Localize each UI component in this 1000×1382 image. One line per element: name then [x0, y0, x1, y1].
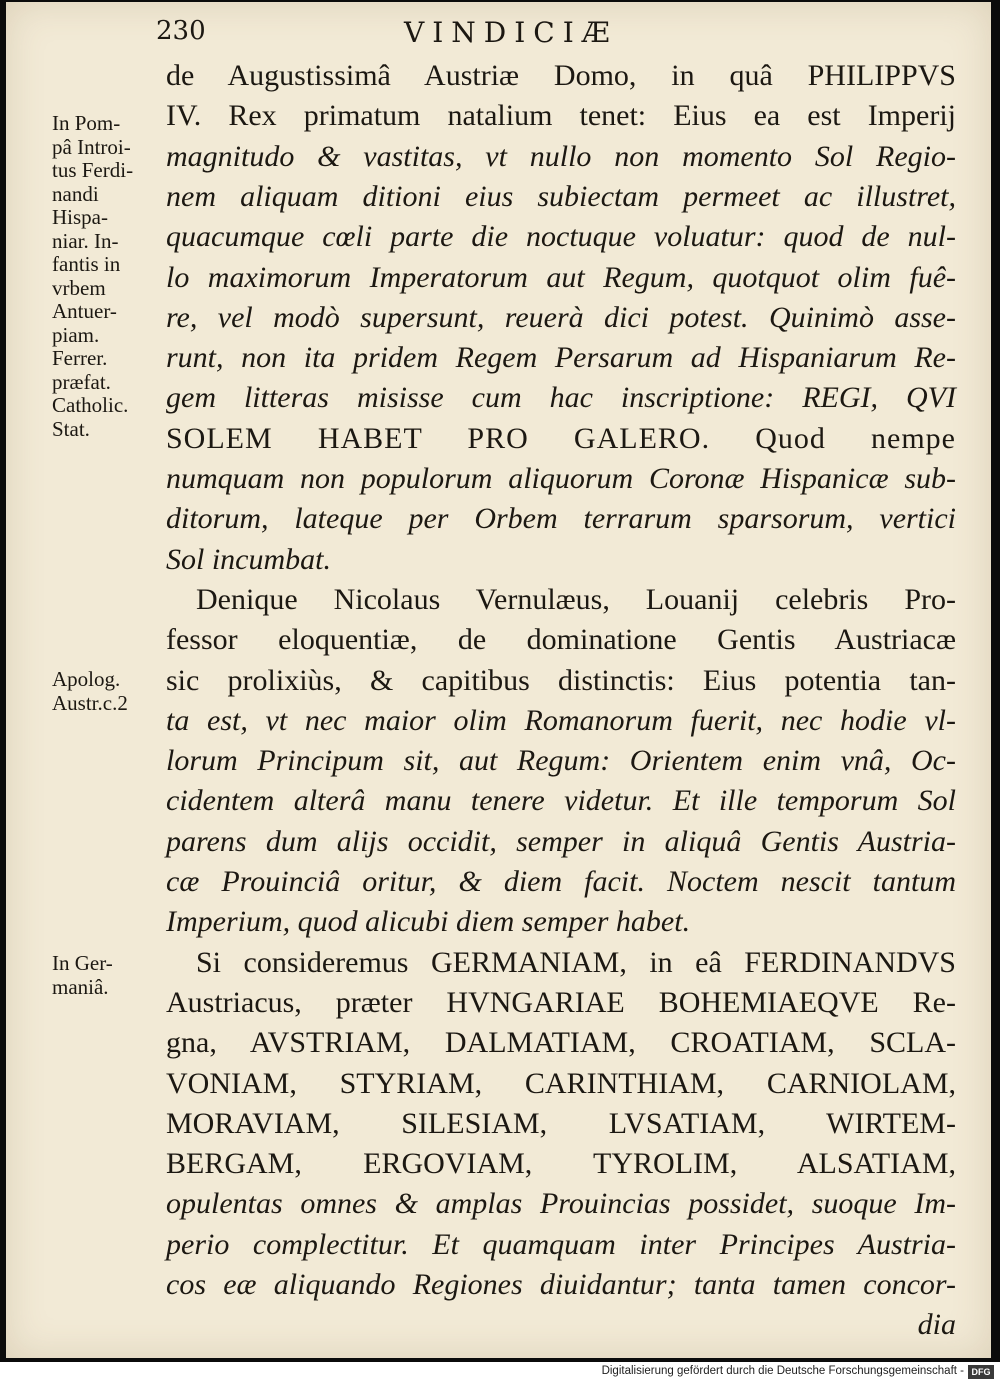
margin-note-line: Catholic.: [52, 393, 129, 417]
text-line: sic prolixiùs, & capitibus distinctis: Eius potentia tan-: [166, 663, 956, 697]
margin-note: [52, 668, 166, 715]
text-line: ta est, vt nec maior olim Romanorum fuerit, nec hodie vl-: [166, 703, 956, 737]
text-line: numquam non populorum aliquorum Coronæ Hispanicæ sub-: [166, 462, 956, 495]
margin-note-line: maniâ.: [52, 974, 109, 999]
text-line: gem litteras misisse cum hac inscriptione: REGI, QVI: [166, 381, 956, 415]
margin-note-line: Apolog.: [52, 667, 121, 691]
text-line: cæ Prouinciâ oritur, & diem facit. Noctem nescit tantum: [166, 865, 956, 898]
margin-note-line: Hispa-: [52, 205, 108, 229]
running-head: [156, 14, 956, 50]
text-line: nem aliquam ditioni eius subiectam permeet ac illustret,: [166, 179, 956, 213]
margin-note-line: Antuer-: [52, 299, 117, 323]
text-line: re, vel modò supersunt, reuerà dici potest. Quinimò asse-: [166, 300, 956, 334]
text-line: lo maximorum Imperatorum aut Regum, quotquot olim fuê-: [166, 260, 956, 294]
text-line: parens dum alijs occidit, semper in aliquâ Gentis Austria-: [166, 824, 956, 858]
margin-note-line: In Pom-: [52, 111, 121, 135]
text-line: Imperium, quod alicubi diem semper habet.: [166, 905, 691, 939]
margin-note-line: In Ger-: [52, 951, 113, 975]
text-line: VONIAM, STYRIAM, CARINTHIAM, CARNIOLAM,: [166, 1066, 956, 1100]
margin-note: [52, 952, 166, 999]
dfg-logo: DFG: [968, 1365, 994, 1379]
margin-note-line: nandi: [52, 181, 99, 206]
margin-note-line: Stat.: [52, 416, 90, 441]
text-line: perio complectitur. Et quamquam inter Principes Austria-: [166, 1227, 956, 1261]
margin-note-line: pâ Introi-: [52, 134, 131, 159]
text-line: de Augustissimâ Austriæ Domo, in quâ PHILIPPVS: [166, 59, 956, 92]
margin-note: [52, 112, 166, 441]
text-line: BERGAM, ERGOVIAM, TYROLIM, ALSATIAM,: [166, 1147, 956, 1181]
text-line: ditorum, lateque per Orbem terrarum sparsorum, vertici: [166, 502, 956, 536]
book-page: [6, 2, 991, 1358]
footer-credit: Digitalisierung gefördert durch die Deutsche Forschungsgemeinschaft -: [601, 1365, 964, 1377]
text-line: fessor eloquentiæ, de dominatione Gentis Austriacæ: [166, 623, 956, 657]
margin-note-line: fantis in: [52, 252, 121, 276]
margin-note-line: vrbem: [52, 275, 106, 300]
text-line: Sol incumbat.: [166, 542, 331, 576]
margin-note-line: niar. In-: [52, 228, 119, 253]
text-line: lorum Principum sit, aut Regum: Orientem enim vnâ, Oc-: [166, 744, 956, 778]
text-line: runt, non ita pridem Regem Persarum ad Hispaniarum Re-: [166, 341, 956, 375]
text-line: magnitudo & vastitas, vt nullo non momento Sol Regio-: [166, 139, 956, 173]
text-line: dia: [917, 1308, 956, 1342]
margin-note-line: tus Ferdi-: [52, 158, 134, 182]
text-line: cidentem alterâ manu tenere videtur. Et ille temporum Sol: [166, 784, 956, 818]
margin-note-line: præfat.: [52, 369, 111, 394]
text-line: IV. Rex primatum natalium tenet: Eius ea est Imperij: [166, 99, 956, 133]
text-line: gna, AVSTRIAM, DALMATIAM, CROATIAM, SCLA-: [166, 1026, 956, 1060]
footer: [0, 1362, 1000, 1382]
text-line: MORAVIAM, SILESIAM, LVSATIAM, WIRTEM-: [166, 1106, 956, 1140]
text-line: Denique Nicolaus Vernulæus, Louanij celebris Pro-: [196, 582, 956, 616]
margin-note-line: Ferrer.: [52, 346, 108, 370]
text-line: SOLEM HABET PRO GALERO. Quod nempe: [166, 421, 956, 455]
running-title: VINDICIÆ: [404, 16, 618, 49]
text-line: Austriacus, præter HVNGARIAE BOHEMIAEQVE Re-: [166, 985, 956, 1019]
page-number: 230: [156, 16, 206, 46]
margin-note-line: piam.: [52, 322, 100, 347]
text-line: Si consideremus GERMANIAM, in eâ FERDINANDVS: [196, 945, 956, 979]
text-line: quacumque cœli parte die noctuque voluatur: quod de nul-: [166, 220, 956, 254]
text-line: opulentas omnes & amplas Prouincias possidet, suoque Im-: [166, 1187, 956, 1221]
margin-note-line: Austr.c.2: [52, 690, 128, 715]
text-line: cos eæ aliquando Regiones diuidantur; tanta tamen concor-: [166, 1268, 956, 1301]
